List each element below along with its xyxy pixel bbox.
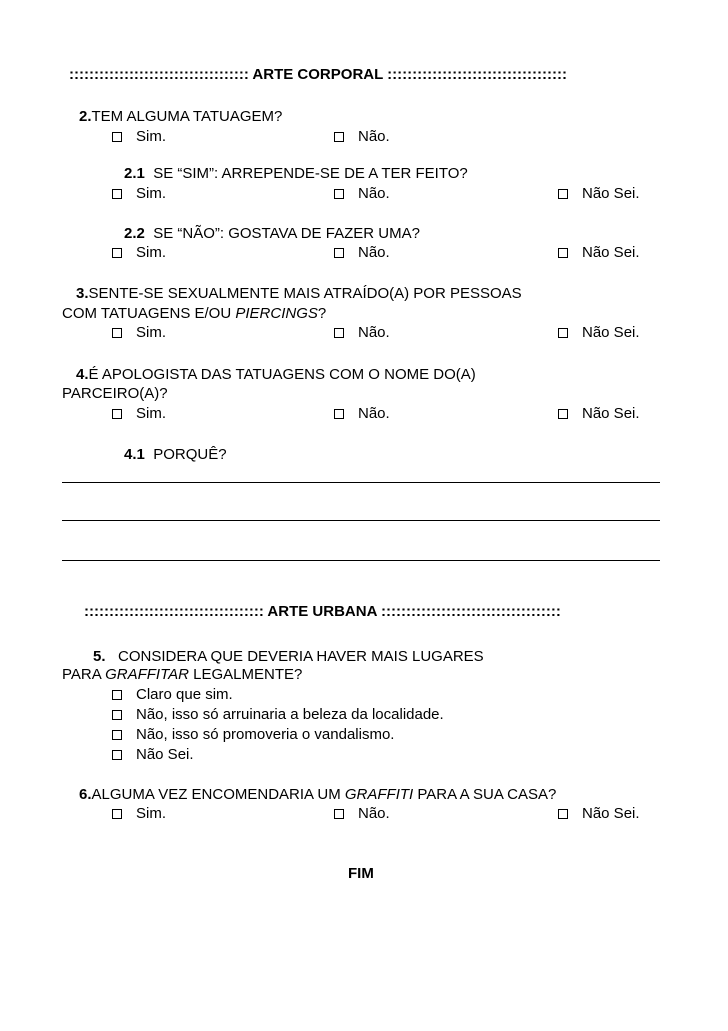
option-claro-que-sim[interactable] <box>112 686 233 704</box>
question-3 <box>76 285 522 303</box>
question-number: 4. <box>76 366 89 383</box>
option-sim[interactable] <box>112 805 166 823</box>
question-number: 2. <box>79 108 92 125</box>
option-label: Não Sei. <box>582 405 640 422</box>
option-label: Não Sei. <box>582 324 640 341</box>
question-text: PORQUÊ? <box>153 446 227 463</box>
option-nao-sei[interactable] <box>558 185 640 203</box>
option-sim[interactable] <box>112 185 166 203</box>
option-sim[interactable] <box>112 405 166 423</box>
option-nao[interactable] <box>334 405 390 423</box>
checkbox[interactable] <box>334 328 344 338</box>
option-label: Sim. <box>136 324 166 341</box>
option-label: Sim. <box>136 805 166 822</box>
section-banner-arte-urbana: :::::::::::::::::::::::::::::::::::: ARTE URBANA :::::::::::::::::::::::::::::::::::: <box>84 603 561 620</box>
option-label: Não. <box>358 324 390 341</box>
checkbox[interactable] <box>112 750 122 760</box>
option-vandalismo[interactable] <box>112 726 394 744</box>
question-4 <box>76 366 476 384</box>
answer-line[interactable] <box>62 560 660 561</box>
option-nao[interactable] <box>334 244 390 262</box>
option-label: Não. <box>358 185 390 202</box>
option-label: Não, isso só promoveria o vandalismo. <box>136 726 395 743</box>
question-text: É APOLOGISTA DAS TATUAGENS COM O NOME DO(A) <box>88 366 476 383</box>
answer-line[interactable] <box>62 482 660 483</box>
option-label: Não Sei. <box>582 805 640 822</box>
question-number: 3. <box>76 285 89 302</box>
checkbox[interactable] <box>558 248 568 258</box>
checkbox[interactable] <box>112 132 122 142</box>
option-label: Não. <box>358 128 390 145</box>
question-2-1 <box>124 165 468 183</box>
option-sim[interactable] <box>112 128 166 146</box>
checkbox[interactable] <box>334 132 344 142</box>
option-nao[interactable] <box>334 324 390 342</box>
option-label: Não Sei. <box>136 746 194 763</box>
end-marker: FIM <box>348 865 374 882</box>
question-text: SENTE-SE SEXUALMENTE MAIS ATRAÍDO(A) POR PESSOAS <box>88 285 522 302</box>
emphasis: GRAFFITI <box>344 786 414 803</box>
question-2-2 <box>124 225 420 243</box>
option-nao-sei[interactable] <box>558 324 640 342</box>
option-nao-sei[interactable] <box>558 405 640 423</box>
question-5-line-2: PARA GRAFFITAR LEGALMENTE? <box>62 666 303 683</box>
checkbox[interactable] <box>112 189 122 199</box>
question-text: CONSIDERA QUE DEVERIA HAVER MAIS LUGARES <box>118 648 484 665</box>
question-text: SE “SIM”: ARREPENDE-SE DE A TER FEITO? <box>153 165 468 182</box>
checkbox[interactable] <box>334 809 344 819</box>
option-label: Sim. <box>136 244 166 261</box>
option-label: Não Sei. <box>582 185 640 202</box>
checkbox[interactable] <box>112 809 122 819</box>
option-label: Não Sei. <box>582 244 640 261</box>
checkbox[interactable] <box>112 730 122 740</box>
checkbox[interactable] <box>558 809 568 819</box>
question-6: 6.ALGUMA VEZ ENCOMENDARIA UM GRAFFITI PARA A SUA CASA? <box>79 786 557 803</box>
option-nao[interactable] <box>334 128 390 146</box>
option-label: Claro que sim. <box>136 686 233 703</box>
checkbox[interactable] <box>112 409 122 419</box>
question-number: 5. <box>93 648 106 665</box>
checkbox[interactable] <box>334 189 344 199</box>
question-3-line-2: COM TATUAGENS E/OU PIERCINGS? <box>62 305 327 322</box>
question-number: 6. <box>79 786 92 803</box>
checkbox[interactable] <box>334 248 344 258</box>
question-5 <box>93 648 484 666</box>
emphasis: GRAFFITAR <box>105 666 189 683</box>
checkbox[interactable] <box>112 690 122 700</box>
option-label: Não. <box>358 405 390 422</box>
checkbox[interactable] <box>112 328 122 338</box>
option-nao[interactable] <box>334 185 390 203</box>
question-4-line-2: PARCEIRO(A)? <box>62 385 168 402</box>
option-label: Não, isso só arruinaria a beleza da localidade. <box>136 706 444 723</box>
question-2 <box>79 108 282 126</box>
option-sim[interactable] <box>112 324 166 342</box>
checkbox[interactable] <box>112 248 122 258</box>
checkbox[interactable] <box>558 189 568 199</box>
checkbox[interactable] <box>112 710 122 720</box>
question-text: SE “NÃO”: GOSTAVA DE FAZER UMA? <box>153 225 420 242</box>
option-sim[interactable] <box>112 244 166 262</box>
question-number: 2.1 <box>124 165 145 182</box>
question-text: TEM ALGUMA TATUAGEM? <box>91 108 283 125</box>
option-nao-sei[interactable] <box>112 746 194 764</box>
option-label: Não. <box>358 805 390 822</box>
option-nao[interactable] <box>334 805 390 823</box>
option-label: Sim. <box>136 128 166 145</box>
question-number: 4.1 <box>124 446 145 463</box>
option-label: Sim. <box>136 185 166 202</box>
option-label: Não. <box>358 244 390 261</box>
question-number: 2.2 <box>124 225 145 242</box>
checkbox[interactable] <box>558 328 568 338</box>
section-banner-arte-corporal: :::::::::::::::::::::::::::::::::::: ARTE CORPORAL :::::::::::::::::::::::::::::::::::: <box>69 66 567 83</box>
question-4-1 <box>124 446 227 464</box>
checkbox[interactable] <box>558 409 568 419</box>
emphasis: PIERCINGS <box>235 305 318 322</box>
option-label: Sim. <box>136 405 166 422</box>
answer-line[interactable] <box>62 520 660 521</box>
option-arruinaria[interactable] <box>112 706 444 724</box>
option-nao-sei[interactable] <box>558 244 640 262</box>
checkbox[interactable] <box>334 409 344 419</box>
option-nao-sei[interactable] <box>558 805 640 823</box>
